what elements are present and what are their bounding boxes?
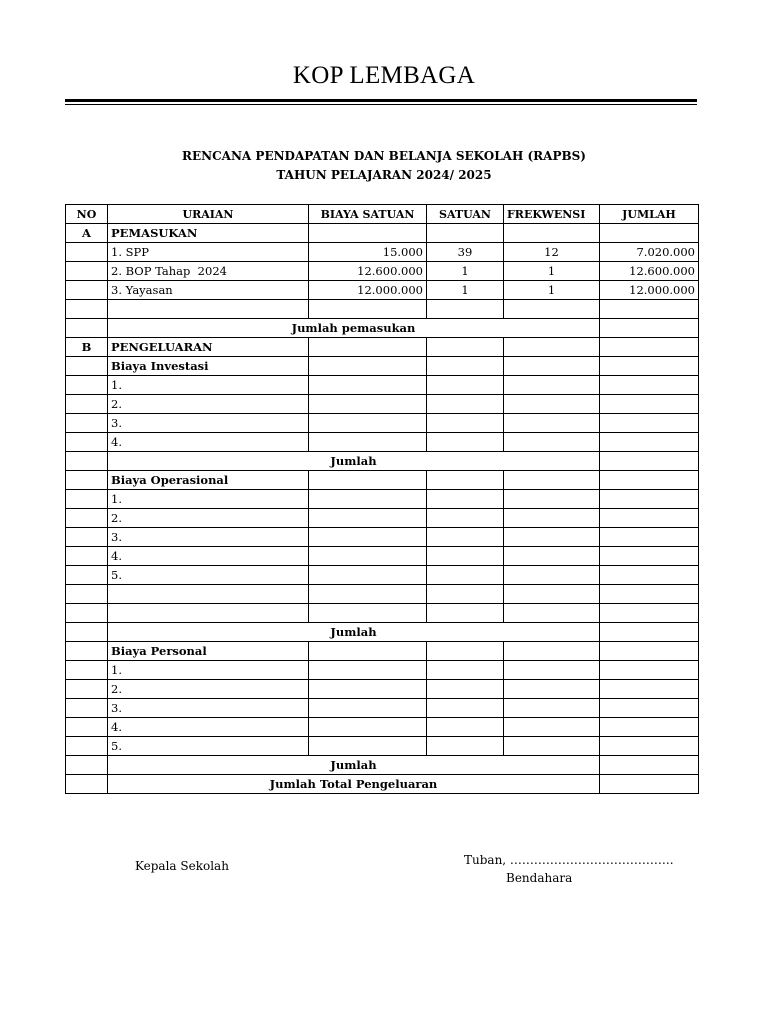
row-uraian: 3. Yayasan (108, 281, 309, 300)
row-uraian: 3. (108, 699, 309, 718)
table-row (66, 699, 699, 718)
row-uraian: 1. (108, 490, 309, 509)
signature-place-date: Tuban, ………………………………….. (464, 853, 674, 867)
row-uraian: 2. BOP Tahap 2024 (108, 262, 309, 281)
row-uraian: 4. (108, 547, 309, 566)
total-label: Jumlah (108, 756, 600, 775)
col-header-biaya-satuan: BIAYA SATUAN (309, 205, 427, 224)
col-header-satuan: SATUAN (427, 205, 504, 224)
col-header-frekwensi: FREKWENSI (504, 205, 600, 224)
letterhead-title: KOP LEMBAGA (292, 62, 476, 89)
subsection-label: Biaya Operasional (108, 471, 309, 490)
table-row (66, 281, 699, 300)
row-jumlah: 12.600.000 (600, 262, 699, 281)
row-biaya: 12.000.000 (309, 281, 427, 300)
section-label: PENGELUARAN (108, 338, 309, 357)
table-row (66, 509, 699, 528)
total-row-operasional (66, 623, 699, 642)
table-row (66, 433, 699, 452)
table-row (66, 395, 699, 414)
table-row (66, 243, 699, 262)
total-value (600, 756, 699, 775)
row-satuan: 1 (427, 262, 504, 281)
signature-treasurer-label: Bendahara (506, 871, 573, 885)
col-header-no: NO (66, 205, 108, 224)
document-title: RENCANA PENDAPATAN DAN BELANJA SEKOLAH (RAPBS) (182, 149, 586, 163)
row-frekwensi: 1 (504, 281, 600, 300)
row-uraian: 4. (108, 718, 309, 737)
table-row-empty (66, 604, 699, 623)
subsection-label: Biaya Personal (108, 642, 309, 661)
total-label: Jumlah pemasukan (108, 319, 600, 338)
row-uraian: 5. (108, 566, 309, 585)
col-header-uraian: URAIAN (108, 205, 309, 224)
total-row-investasi (66, 452, 699, 471)
row-uraian: 2. (108, 395, 309, 414)
grand-total-row (66, 775, 699, 794)
grand-total-label: Jumlah Total Pengeluaran (108, 775, 600, 794)
letterhead-rule-thick (65, 99, 697, 102)
total-value (600, 319, 699, 338)
table-row (66, 262, 699, 281)
row-satuan: 39 (427, 243, 504, 262)
section-row-expense (66, 338, 699, 357)
row-satuan: 1 (427, 281, 504, 300)
subsection-row-operasional (66, 471, 699, 490)
row-biaya: 12.600.000 (309, 262, 427, 281)
table-row (66, 490, 699, 509)
row-uraian: 3. (108, 414, 309, 433)
row-frekwensi: 12 (504, 243, 600, 262)
total-value (600, 623, 699, 642)
letterhead-rule-thin (65, 104, 697, 105)
row-uraian: 1. SPP (108, 243, 309, 262)
table-row (66, 376, 699, 395)
table-header-row (66, 205, 699, 224)
total-label: Jumlah (108, 623, 600, 642)
row-jumlah: 7.020.000 (600, 243, 699, 262)
row-jumlah: 12.000.000 (600, 281, 699, 300)
total-row-income (66, 319, 699, 338)
document-subtitle: TAHUN PELAJARAN 2024/ 2025 (276, 168, 492, 182)
row-uraian: 1. (108, 661, 309, 680)
total-label: Jumlah (108, 452, 600, 471)
table-row (66, 661, 699, 680)
subsection-row-personal (66, 642, 699, 661)
subsection-label: Biaya Investasi (108, 357, 309, 376)
row-biaya: 15.000 (309, 243, 427, 262)
row-uraian: 1. (108, 376, 309, 395)
row-uraian: 3. (108, 528, 309, 547)
table-row (66, 414, 699, 433)
section-no: A (66, 224, 108, 243)
table-row (66, 547, 699, 566)
section-no: B (66, 338, 108, 357)
row-uraian: 2. (108, 680, 309, 699)
row-uraian: 5. (108, 737, 309, 756)
col-header-jumlah: JUMLAH (600, 205, 699, 224)
total-row-personal (66, 756, 699, 775)
subsection-row-investasi (66, 357, 699, 376)
section-row-income (66, 224, 699, 243)
table-row (66, 528, 699, 547)
total-value (600, 452, 699, 471)
grand-total-value (600, 775, 699, 794)
table-row-empty (66, 585, 699, 604)
table-row (66, 718, 699, 737)
rapbs-table (65, 204, 699, 794)
table-row-empty (66, 300, 699, 319)
row-uraian: 4. (108, 433, 309, 452)
row-frekwensi: 1 (504, 262, 600, 281)
table-row (66, 737, 699, 756)
section-label: PEMASUKAN (108, 224, 309, 243)
signature-principal-label: Kepala Sekolah (135, 859, 229, 873)
table-row (66, 680, 699, 699)
row-uraian: 2. (108, 509, 309, 528)
table-row (66, 566, 699, 585)
